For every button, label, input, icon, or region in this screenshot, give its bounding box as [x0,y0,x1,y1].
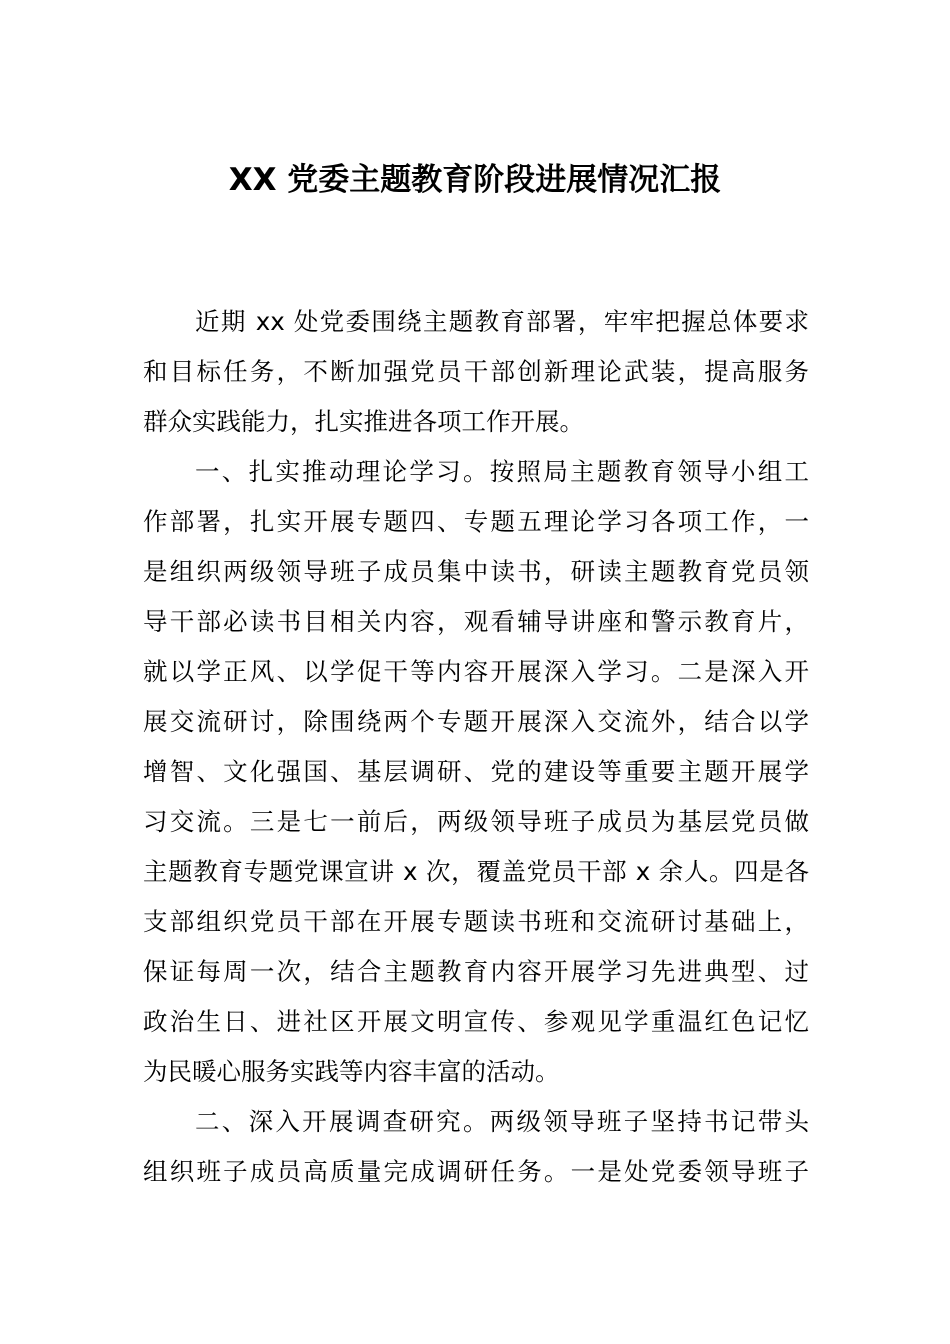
paragraph-line: 主题教育专题党课宣讲 x 次，覆盖党员干部 x 余人。四是各 [143,857,809,886]
paragraph-line: 保证每周一次，结合主题教育内容开展学习先进典型、过 [143,957,809,986]
paragraph-line: 导干部必读书目相关内容，观看辅导讲座和警示教育片， [143,607,809,636]
paragraph-line: 增智、文化强国、基层调研、党的建设等重要主题开展学 [143,757,809,786]
paragraph-line: 是组织两级领导班子成员集中读书，研读主题教育党员领 [143,557,809,586]
paragraph-line: 为民暖心服务实践等内容丰富的活动。 [143,1057,560,1086]
paragraph-line: 和目标任务，不断加强党员干部创新理论武装，提高服务 [143,357,809,386]
paragraph-line: 习交流。三是七一前后，两级领导班子成员为基层党员做 [143,807,809,836]
paragraph-line: 作部署，扎实开展专题四、专题五理论学习各项工作，一 [143,507,809,536]
document-title: XX 党委主题教育阶段进展情况汇报 [228,162,722,198]
paragraph-theory-study [143,447,809,1097]
paragraph-line: 政治生日、进社区开展文明宣传、参观见学重温红色记忆 [143,1007,809,1036]
paragraph-line: 展交流研讨，除围绕两个专题开展深入交流外，结合以学 [143,707,809,736]
paragraph-line: 支部组织党员干部在开展专题读书班和交流研讨基础上， [143,907,809,936]
paragraph-line: 二、深入开展调查研究。两级领导班子坚持书记带头 [195,1107,809,1136]
paragraph-line: 组织班子成员高质量完成调研任务。一是处党委领导班子 [143,1157,809,1186]
paragraph-line: 一、扎实推动理论学习。按照局主题教育领导小组工 [195,457,809,486]
paragraph-line: 就以学正风、以学促干等内容开展深入学习。二是深入开 [143,657,809,686]
paragraph-research [143,1097,809,1197]
document-body [143,297,809,1197]
paragraph-intro [143,297,809,447]
paragraph-line: 群众实践能力，扎实推进各项工作开展。 [143,407,584,436]
paragraph-line: 近期 xx 处党委围绕主题教育部署，牢牢把握总体要求 [195,307,809,336]
